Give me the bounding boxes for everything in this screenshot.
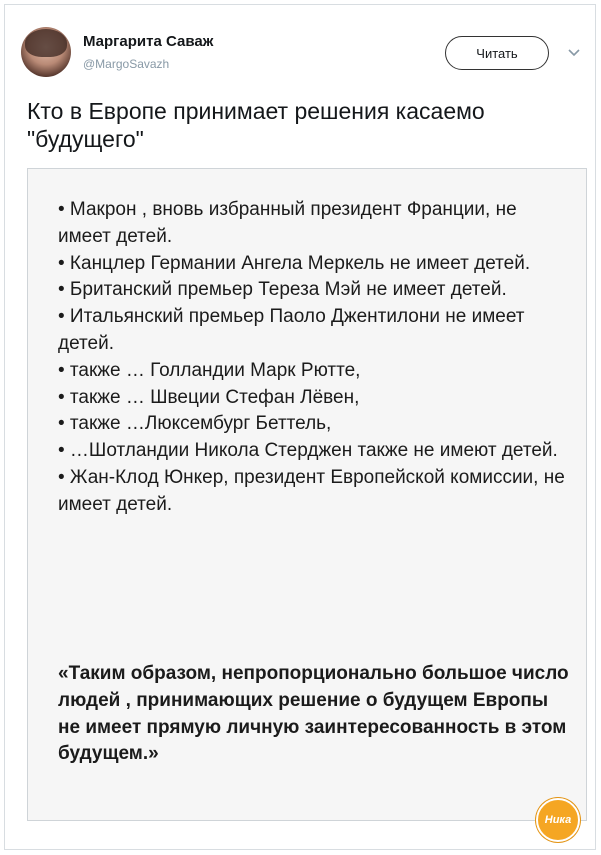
tweet-card <box>4 4 596 850</box>
avatar[interactable] <box>21 27 71 77</box>
media-list-item: • …Шотландии Никола Стерджен также не имеют детей. <box>58 440 558 462</box>
media-list-item: • Канцлер Германии Ангела Меркель не имеет детей. <box>58 252 531 274</box>
author-display-name[interactable]: Маргарита Саваж <box>83 33 214 50</box>
tweet-text: Кто в Европе принимает решения касаемо "будущего" <box>27 98 485 152</box>
avatar-hair <box>25 29 67 57</box>
media-list-item: • также … Голландии Марк Рютте, <box>58 359 361 381</box>
media-list <box>58 197 568 519</box>
watermark-logo: Ника <box>536 798 580 842</box>
media-list-item: • также … Швеции Стефан Лёвен, <box>58 386 360 408</box>
follow-button[interactable]: Читать <box>445 36 549 70</box>
media-quote: «Таким образом, непропорционально большое число людей , принимающих решение о будущем Европы не имеет прямую личную заинтересованность в этом будущем.» <box>58 663 569 765</box>
chevron-down-icon[interactable] <box>567 45 581 59</box>
media-list-item: • также …Люксембург Беттель, <box>58 413 332 435</box>
media-list-item: • Британский премьер Тереза Мэй не имеет детей. <box>58 279 507 301</box>
media-list-item: • Жан-Клод Юнкер, президент Европейской комиссии, не имеет детей. <box>58 466 565 515</box>
author-handle[interactable]: @MargoSavazh <box>83 57 170 71</box>
media-list-item: • Итальянский премьер Паоло Джентилони не имеет детей. <box>58 306 525 354</box>
tweet-media-image[interactable] <box>27 168 587 821</box>
media-list-item: • Макрон , вновь избранный президент Франции, не имеет детей. <box>58 199 517 247</box>
